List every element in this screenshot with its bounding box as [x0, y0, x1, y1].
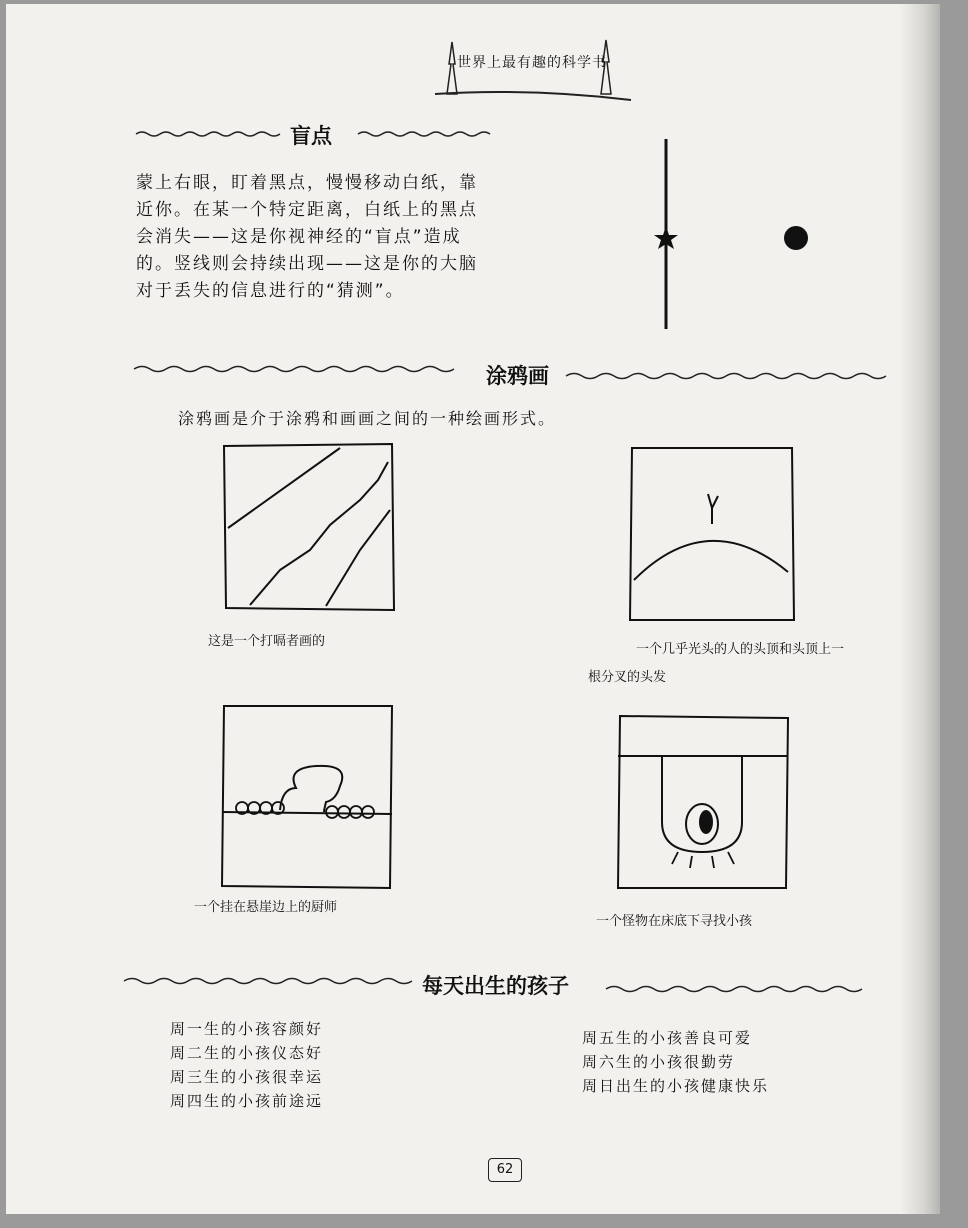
doodle-title: 涂鸦画 [486, 364, 549, 388]
page-number: 62 [488, 1158, 522, 1182]
caption-bald-2: 根分叉的头发 [588, 670, 667, 685]
cook-cliff-doodle [220, 702, 400, 892]
list-item: 周四生的小孩前途远 [170, 1092, 324, 1110]
list-item: 周三生的小孩很幸运 [170, 1068, 324, 1086]
born-title: 每天出生的孩子 [422, 974, 569, 998]
header-title: 世界上最有趣的科学书 [457, 55, 607, 71]
caption-bald-1: 一个几乎光头的人的头顶和头顶上一 [636, 642, 845, 657]
blind-spot-text: 蒙上右眼，盯着黑点，慢慢移动白纸，靠近你。在某一个特定距离，白纸上的黑点会消失——这是你视神经的“盲点”造成的。竖线则会持续出现——这是你的大脑对于丢失的信息进行的“猜测”。 [136, 173, 478, 301]
caption-yawn: 这是一个打嗝者画的 [208, 634, 326, 649]
list-item: 周六生的小孩很勤劳 [582, 1053, 736, 1071]
caption-cook: 一个挂在悬崖边上的厨师 [194, 900, 338, 915]
book-page [6, 4, 940, 1214]
caption-monster: 一个怪物在床底下寻找小孩 [596, 914, 753, 929]
blind-spot-figure [636, 134, 816, 334]
list-item: 周日出生的小孩健康快乐 [582, 1077, 770, 1095]
born-list-right [582, 1026, 769, 1098]
list-item: 周一生的小孩容颜好 [170, 1020, 324, 1038]
monster-bed-doodle [616, 712, 796, 892]
doodle-intro: 涂鸦画是介于涂鸦和画画之间的一种绘画形式。 [178, 409, 557, 428]
list-item: 周五生的小孩善良可爱 [582, 1029, 753, 1047]
list-item: 周二生的小孩仪态好 [170, 1044, 324, 1062]
bald-head-doodle [628, 444, 798, 624]
blind-spot-title: 盲点 [290, 124, 332, 148]
black-dot [784, 226, 808, 250]
born-list-left [170, 1017, 323, 1113]
yawn-doodle [220, 440, 400, 620]
